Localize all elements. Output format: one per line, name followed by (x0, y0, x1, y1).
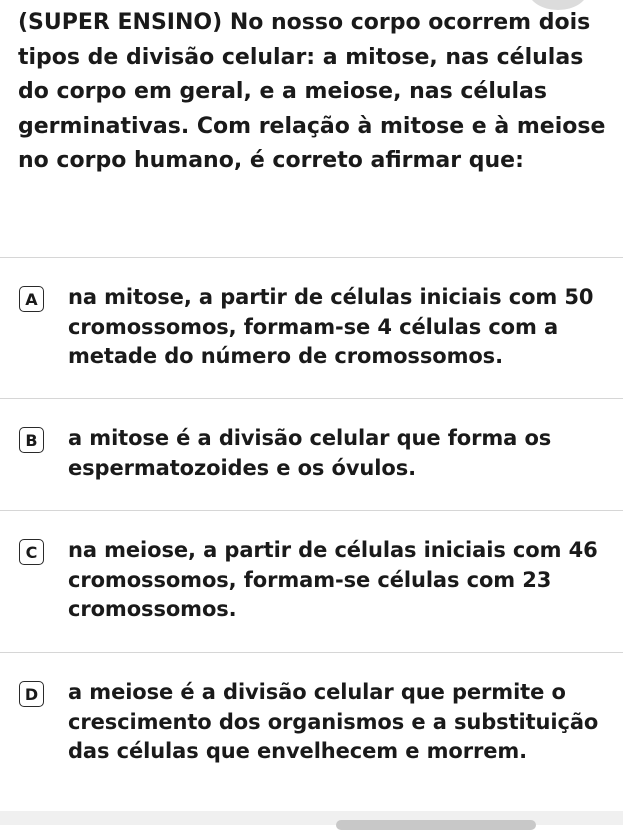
option-text: a meiose é a divisão celular que permite o crescimento dos organismos e a substituição das células que envelhecem e morrem. (68, 680, 599, 763)
option-b[interactable] (0, 398, 623, 510)
question-text: (SUPER ENSINO) No nosso corpo ocorrem dois tipos de divisão celular: a mitose, nas células do corpo em geral, e a meiose, nas células germinativas. Com relação à mitose e à meiose no corpo humano, é correto afirmar que: (18, 10, 606, 174)
option-text: a mitose é a divisão celular que forma os espermatozoides e os óvulos. (68, 426, 552, 480)
option-d[interactable] (0, 652, 623, 811)
option-a[interactable] (0, 257, 623, 398)
option-text: na meiose, a partir de células iniciais com 46 cromossomos, formam-se células com 23 cromossomos. (68, 538, 598, 621)
option-letter-badge: A (19, 286, 44, 312)
option-c[interactable] (0, 510, 623, 652)
option-letter-badge: B (19, 427, 44, 453)
option-letter-badge: D (19, 681, 44, 707)
home-indicator (336, 820, 536, 830)
option-text: na mitose, a partir de células iniciais com 50 cromossomos, formam-se 4 células com a metade do número de cromossomos. (68, 285, 594, 368)
option-letter-badge: C (19, 539, 44, 565)
